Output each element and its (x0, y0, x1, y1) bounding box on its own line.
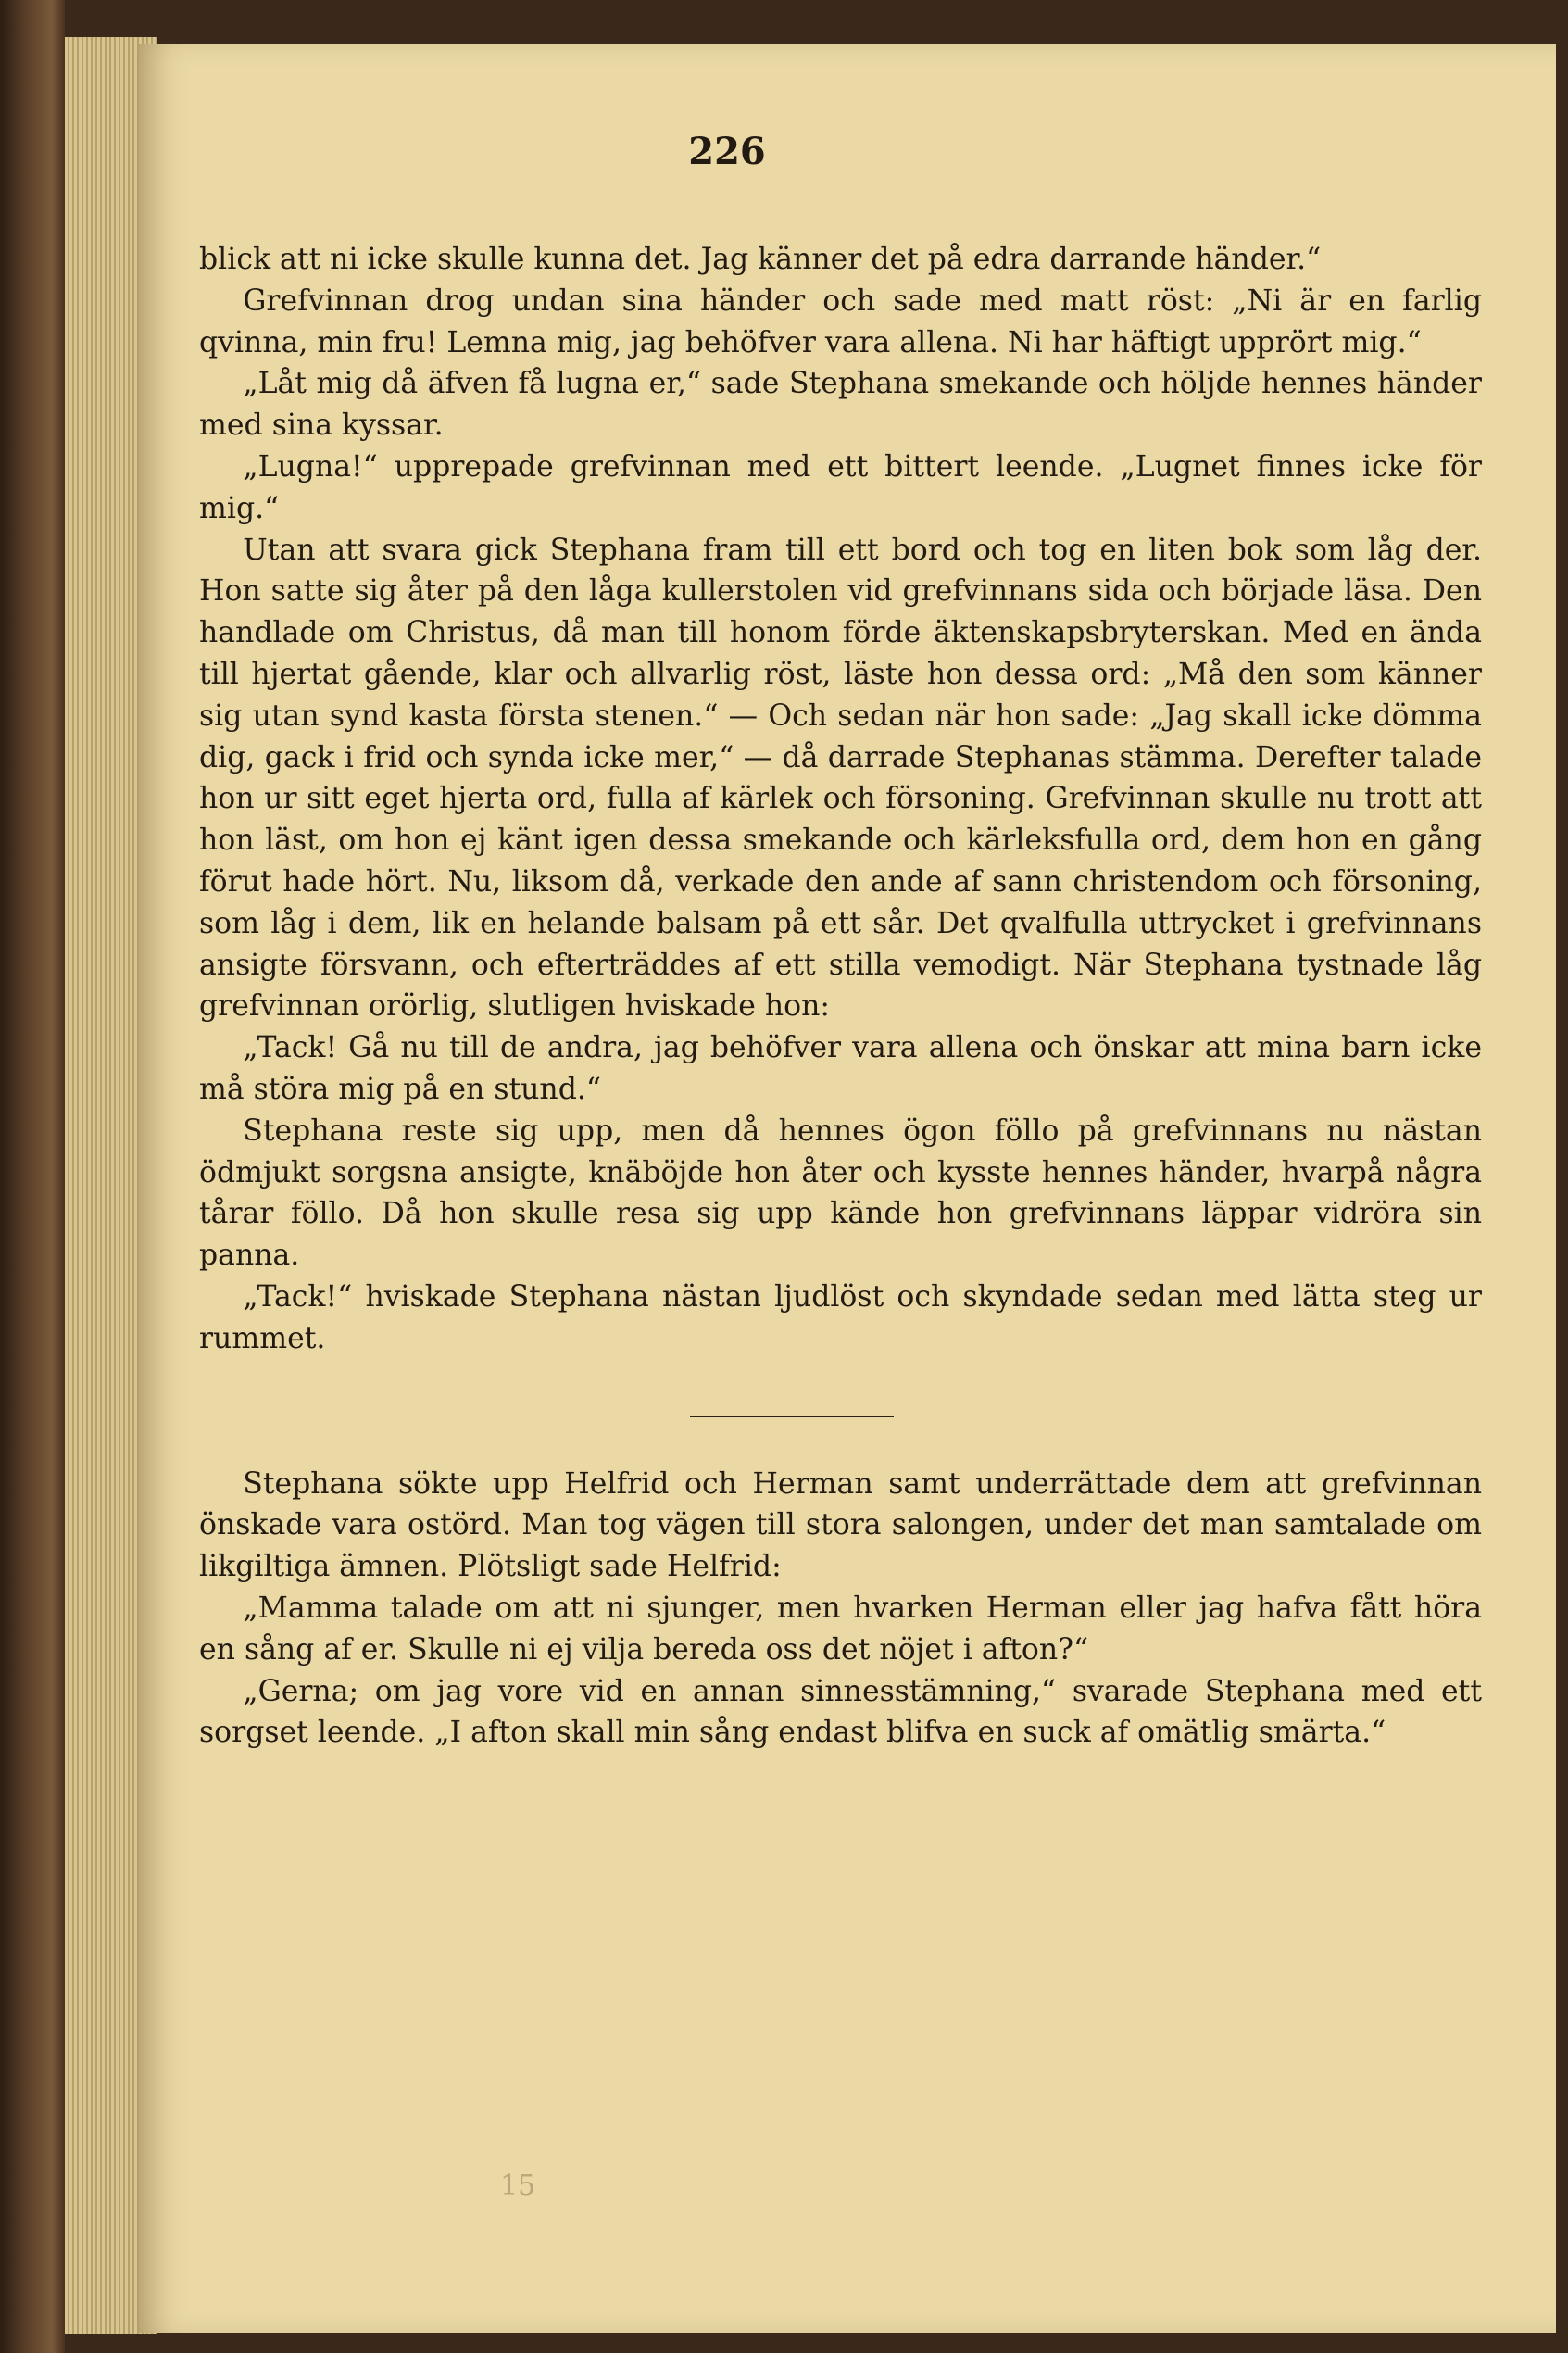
section-divider (690, 1416, 894, 1417)
paragraph: Utan att svara gick Stephana fram till ett bord och tog en liten bok som låg der. Hon satte sig åter på den låga kullerstolen vid grefvinnans sida och började läsa. Den handlade om Christus, då man till honom förde äktenskapsbryterskan. Med en ända till hjertat gående, klar och allvarlig röst, läste hon dessa ord: „Må den som känner sig utan synd kasta första stenen.“ — Och sedan när hon sade: „Jag skall icke dömma dig, gack i frid och synda icke mer,“ — då darrade Stephanas stämma. Derefter talade hon ur sitt eget hjerta ord, fulla af kärlek och försoning. Grefvinnan skulle nu trott att hon läst, om hon ej känt igen dessa smekande och kärleksfulla ord, dem hon en gång förut hade hört. Nu, liksom då, verkade den ande af sann christendom och försoning, som låg i dem, lik en helande balsam på ett sår. Det qvalfulla uttrycket i grefvinnans ansigte försvann, och efterträddes af ett stilla vemodigt. När Stephana tystnade låg grefvinnan orörlig, slutligen hviskade hon: (199, 533, 1482, 1024)
paragraph: „Mamma talade om att ni sjunger, men hvarken Herman eller jag hafva fått höra en sång af er. Skulle ni ej vilja bereda oss det nöjet i afton?“ (199, 1591, 1482, 1667)
paragraph: Stephana reste sig upp, men då hennes ögon föllo på grefvinnans nu nästan ödmjukt sorgsna ansigte, knäböjde hon åter och kysste hennes händer, hvarpå några tårar föllo. Då hon skulle resa sig upp kände hon grefvinnans läppar vidröra sin panna. (199, 1114, 1482, 1273)
paragraph: „Tack!“ hviskade Stephana nästan ljudlöst och skyndade sedan med lätta steg ur rummet. (199, 1279, 1482, 1355)
paragraph: „Gerna; om jag vore vid en annan sinnesstämning,“ svarade Stephana med ett sorgset leende. „I afton skall min sång endast blifva en suck af omätlig smärta.“ (199, 1674, 1482, 1750)
paragraph: Grefvinnan drog undan sina händer och sade med matt röst: „Ni är en farlig qvinna, min fru! Lemna mig, jag behöfver vara allena. Ni har häftigt upprört mig.“ (199, 283, 1482, 359)
paragraph: Stephana sökte upp Helfrid och Herman samt underrättade dem att grefvinnan önskade vara ostörd. Man tog vägen till stora salongen, under det man samtalade om likgiltiga ämnen. Plötsligt sade Helfrid: (199, 1466, 1482, 1584)
book-binding (0, 0, 65, 2353)
signature-mark: 15 (500, 2170, 536, 2202)
paragraph: blick att ni icke skulle kunna det. Jag känner det på edra darrande händer.“ (199, 243, 1322, 276)
paragraph: „Lugna!“ upprepade grefvinnan med ett bittert leende. „Lugnet finnes icke för mig.“ (199, 449, 1482, 525)
paragraph: „Tack! Gå nu till de andra, jag behöfver vara allena och önskar att mina barn icke må störa mig på en stund.“ (199, 1031, 1482, 1106)
page-number: 226 (688, 130, 766, 173)
paragraph: „Låt mig då äfven få lugna er,“ sade Stephana smekande och höljde hennes händer med sina kyssar. (199, 367, 1482, 443)
body-text (199, 239, 1482, 1754)
